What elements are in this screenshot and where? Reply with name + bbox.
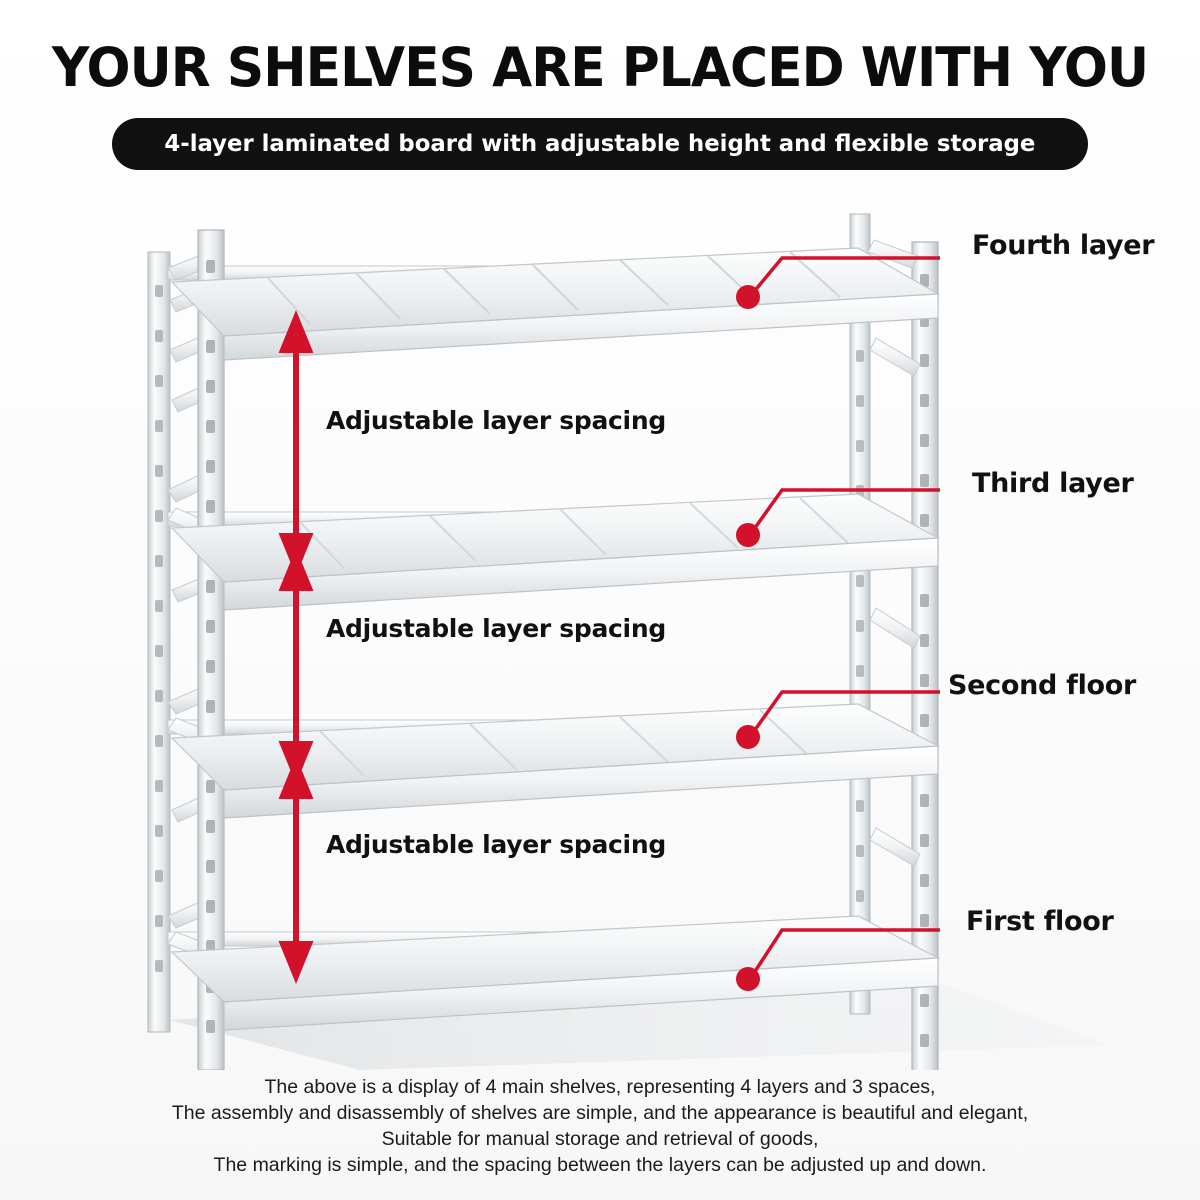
subtitle-text: 4-layer laminated board with adjustable height and flexible storage <box>164 131 1036 157</box>
page-title: YOUR SHELVES ARE PLACED WITH YOU <box>51 36 1149 99</box>
spacing-label-top: Adjustable layer spacing <box>326 406 666 435</box>
footer-line-4: The marking is simple, and the spacing between the layers can be adjusted up and down. <box>213 1154 987 1176</box>
footer-line-1: The above is a display of 4 main shelves, representing 4 layers and 3 spaces, <box>264 1076 936 1098</box>
callout-second-floor: Second floor <box>948 670 1137 701</box>
callout-dots <box>736 285 760 991</box>
footer-description <box>0 1074 1200 1178</box>
footer-line-2: The assembly and disassembly of shelves are simple, and the appearance is beautiful and elegant, <box>171 1102 1029 1124</box>
spacing-label-middle: Adjustable layer spacing <box>326 614 666 643</box>
spacing-arrows <box>283 318 309 976</box>
callout-fourth-layer: Fourth layer <box>972 230 1155 261</box>
subtitle-pill <box>112 118 1088 170</box>
callout-first-floor: First floor <box>966 906 1114 937</box>
callout-third-layer: Third layer <box>972 468 1134 499</box>
footer-line-3: Suitable for manual storage and retrieval of goods, <box>381 1128 819 1150</box>
front-left-post <box>198 230 224 1070</box>
spacing-label-bottom: Adjustable layer spacing <box>326 830 666 859</box>
